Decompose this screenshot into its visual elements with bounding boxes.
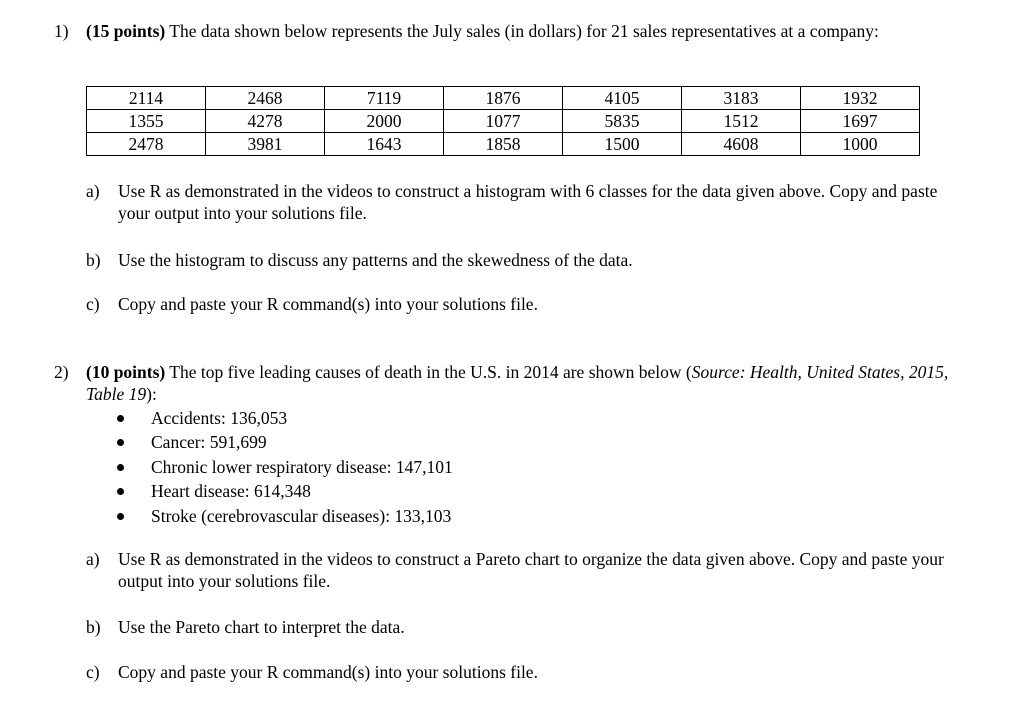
- bullet-icon: [117, 439, 124, 446]
- table-cell: 1697: [801, 110, 920, 133]
- bullet-icon: [117, 513, 124, 520]
- intro-text: The top five leading causes of death in the U.S. in 2014 are shown below (: [165, 362, 692, 382]
- table-cell: 2468: [206, 87, 325, 110]
- part-label: c): [86, 294, 100, 314]
- table-cell: 4608: [682, 133, 801, 156]
- question-2-intro: [86, 361, 964, 405]
- part-text: Copy and paste your R command(s) into your solutions file.: [118, 294, 538, 314]
- table-cell: 2114: [87, 87, 206, 110]
- table-cell: 3981: [206, 133, 325, 156]
- table-cell: 1355: [87, 110, 206, 133]
- table-cell: 3183: [682, 87, 801, 110]
- part-text: Copy and paste your R command(s) into your solutions file.: [118, 662, 538, 682]
- list-item-text: Chronic lower respiratory disease: 147,101: [151, 456, 453, 477]
- part-label: a): [86, 549, 100, 569]
- table-row: [87, 110, 920, 133]
- question-1-part-b: [86, 249, 946, 271]
- table-row: [87, 133, 920, 156]
- question-number: 1): [54, 21, 69, 41]
- sales-table: [86, 86, 920, 156]
- bullet-icon: [117, 415, 124, 422]
- part-text: Use the Pareto chart to interpret the data.: [118, 617, 405, 637]
- table-cell: 2478: [87, 133, 206, 156]
- question-1-intro: [86, 20, 964, 42]
- bullet-icon: [117, 488, 124, 495]
- table-cell: 1932: [801, 87, 920, 110]
- list-item-text: Accidents: 136,053: [151, 408, 288, 428]
- source-citation: Source: Health, United States, 2015, Table 19: [86, 362, 949, 404]
- table-row: [87, 87, 920, 110]
- question-1: [54, 20, 964, 42]
- table-cell: 1643: [325, 133, 444, 156]
- part-text: Use the histogram to discuss any patterns and the skewedness of the data.: [118, 250, 633, 270]
- part-label: c): [86, 662, 100, 682]
- table-cell: 4278: [206, 110, 325, 133]
- part-label: b): [86, 250, 101, 270]
- table-cell: 5835: [563, 110, 682, 133]
- question-number: 2): [54, 362, 69, 382]
- list-item: [112, 430, 453, 454]
- intro-text: The data shown below represents the July sales (in dollars) for 21 sales representatives at a company:: [165, 21, 879, 41]
- bullet-icon: [117, 464, 124, 471]
- causes-list: [112, 406, 453, 528]
- table-cell: 1500: [563, 133, 682, 156]
- table-cell: 1077: [444, 110, 563, 133]
- question-2-part-c: [86, 661, 946, 683]
- intro-text-end: ):: [146, 384, 157, 404]
- table-cell: 1512: [682, 110, 801, 133]
- question-1-part-a: [86, 180, 946, 224]
- table-cell: 2000: [325, 110, 444, 133]
- question-2-part-b: [86, 616, 946, 638]
- part-label: b): [86, 617, 101, 637]
- table-cell: 4105: [563, 87, 682, 110]
- part-label: a): [86, 181, 100, 201]
- part-text: Use R as demonstrated in the videos to construct a histogram with 6 classes for the data given above. Copy and paste your output into your solutions file.: [118, 181, 938, 223]
- table-cell: 7119: [325, 87, 444, 110]
- table-cell: 1000: [801, 133, 920, 156]
- list-item: [112, 504, 453, 528]
- points-label: (15 points): [86, 21, 166, 41]
- question-1-part-c: [86, 293, 946, 315]
- list-item: [112, 455, 453, 479]
- list-item-text: Stroke (cerebrovascular diseases): 133,103: [151, 505, 452, 526]
- list-item-text: Cancer: 591,699: [151, 432, 267, 453]
- part-text: Use R as demonstrated in the videos to construct a Pareto chart to organize the data given above. Copy and paste your output into your solutions file.: [118, 549, 944, 591]
- list-item: [112, 479, 453, 503]
- question-2: [54, 361, 964, 405]
- table-cell: 1876: [444, 87, 563, 110]
- list-item: [112, 406, 453, 430]
- points-label: (10 points): [86, 362, 166, 382]
- list-item-text: Heart disease: 614,348: [151, 481, 311, 502]
- table-cell: 1858: [444, 133, 563, 156]
- question-2-part-a: [86, 548, 946, 592]
